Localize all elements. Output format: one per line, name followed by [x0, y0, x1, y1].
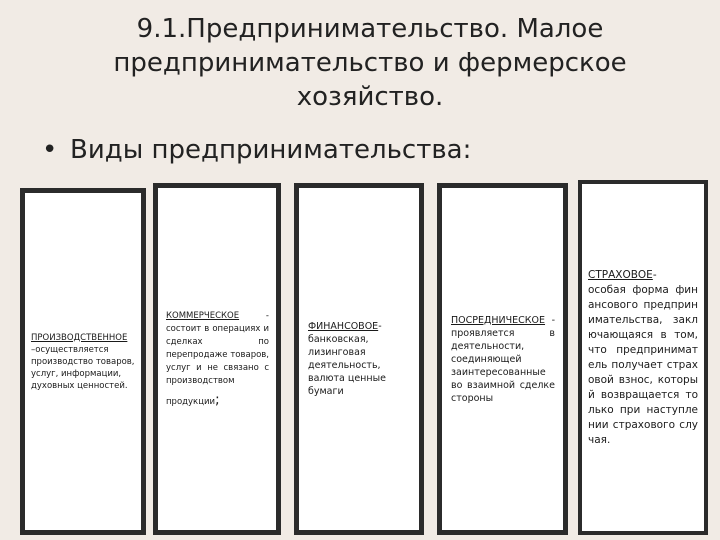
box-insurance-heading-row: [588, 268, 698, 283]
box-insurance: [578, 180, 708, 535]
box-insurance-heading: СТРАХОВОЕ: [588, 268, 653, 281]
box-commercial-dash: -: [265, 310, 269, 321]
box-insurance-body: особая форма финансового предпринимательства, заключающаяся в том, что предприниматель получает страховой взнос, который возвращается только при наступлении страхового случая.: [588, 283, 698, 446]
box-production-heading: ПРОИЗВОДСТВЕННОЕ: [31, 332, 128, 343]
box-intermediary-dash: -: [551, 314, 555, 326]
slide-title: 9.1.Предпринимательство. Малое предпринимательство и фермерское хозяйство.: [113, 14, 627, 112]
box-production: [20, 188, 146, 535]
bullet-line: [42, 133, 471, 167]
box-commercial: [153, 183, 281, 535]
bullet-text: Виды предпринимательства:: [70, 135, 472, 165]
box-commercial-heading-row: [166, 310, 269, 323]
box-commercial-tail-row: [166, 391, 269, 409]
box-financial-heading: ФИНАНСОВОЕ: [308, 321, 379, 332]
bullet-marker: •: [42, 135, 58, 165]
box-commercial-body: состоит в операциях и сделках по перепродаже товаров, услуг и не связано с производством: [166, 323, 269, 386]
box-intermediary-body: проявляется в деятельности, соединяющей заинтересованные во взаимной сделке стороны: [451, 327, 555, 404]
box-commercial-tail-mark: ;: [215, 391, 220, 408]
box-insurance-dash: -: [652, 268, 657, 281]
box-financial-dash: -: [378, 321, 382, 332]
box-production-body: –осуществляется производство товаров, услуг, информации, духовных ценностей.: [31, 344, 135, 391]
box-intermediary: [437, 183, 568, 535]
box-financial: [294, 183, 424, 535]
box-intermediary-heading-row: [451, 314, 555, 327]
box-financial-body: банковская, лизинговая деятельность, валюта ценные бумаги: [308, 334, 386, 397]
box-intermediary-heading: ПОСРЕДНИЧЕСКОЕ: [451, 314, 546, 326]
box-commercial-tail: продукции: [166, 396, 216, 407]
box-commercial-heading: КОММЕРЧЕСКОЕ: [166, 310, 240, 321]
